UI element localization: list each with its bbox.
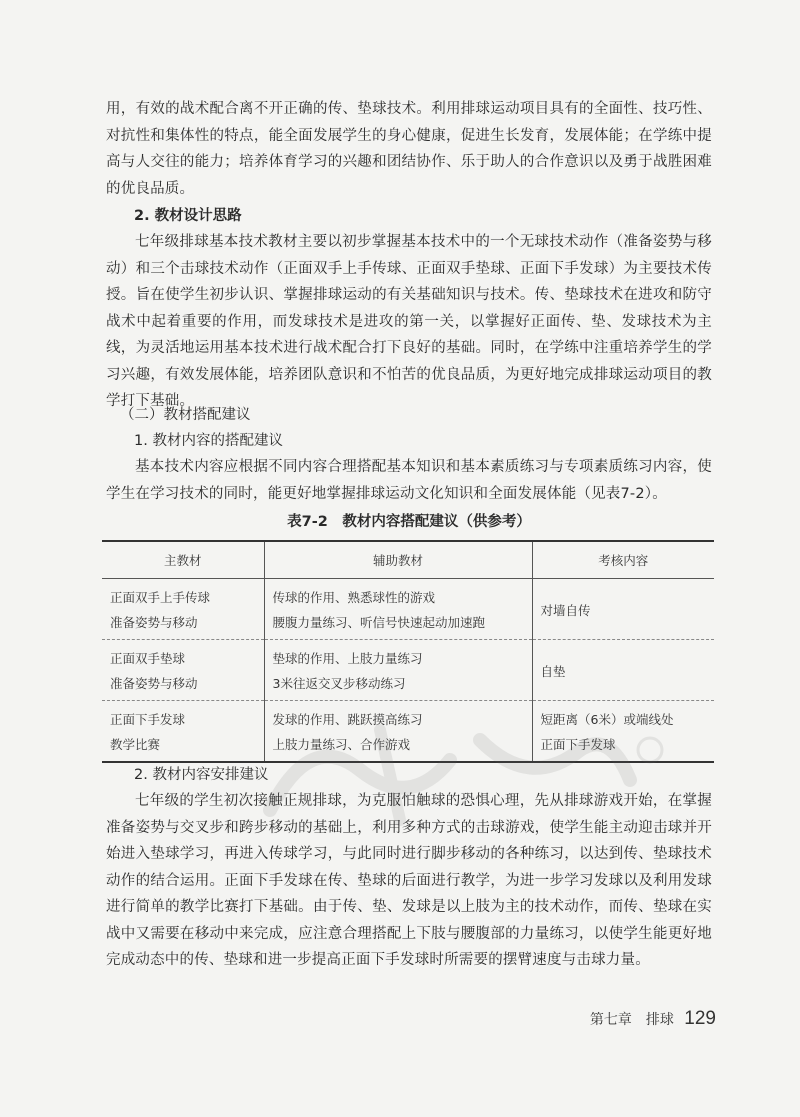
heading-design-approach: 2. 教材设计思路 [134, 208, 242, 224]
header-auxiliary-material: 辅助教材 [264, 541, 532, 579]
cell-line: 对墙自传 [540, 602, 591, 618]
paragraph-intro-continued: 用，有效的战术配合离不开正确的传、垫球技术。利用排球运动项目具有的全面性、技巧性、对抗性和集体性的特点，能全面发展学生的身心健康，促进生长发育，发展体能；在学练中提高与人交往的能力；培养体育学习的兴趣和团结协作、乐于助人的合作意识以及勇于战胜困难的优良品质。 [106, 101, 712, 197]
cell-line: 正面双手上手传球 [110, 590, 211, 605]
cell-line: 上肢力量练习、合作游戏 [272, 737, 411, 752]
header-assessment: 考核内容 [532, 541, 714, 579]
cell-assessment [532, 640, 714, 701]
table-row [102, 640, 714, 701]
cell-assessment [532, 579, 714, 640]
cell-line: 正面双手垫球 [110, 651, 186, 666]
cell-line: 准备姿势与移动 [110, 676, 198, 691]
paragraph-content-pairing: 基本技术内容应根据不同内容合理搭配基本知识和基本素质练习与专项素质练习内容，使学生在学习技术的同时，能更好地掌握排球运动文化知识和全面发展体能（见表7-2）。 [106, 459, 712, 502]
page-footer [590, 1008, 716, 1030]
cell-line: 正面下手发球 [110, 712, 186, 727]
cell-line: 教学比赛 [110, 737, 161, 752]
cell-auxiliary-material [264, 579, 532, 640]
cell-assessment [532, 701, 714, 763]
cell-auxiliary-material [264, 640, 532, 701]
cell-line: 短距离（6米）或端线处 [540, 712, 674, 727]
table-caption: 表7-2 教材内容搭配建议（供参考） [287, 514, 531, 530]
table-row [102, 579, 714, 640]
table-header-row [102, 541, 714, 579]
paragraph-arrangement: 七年级的学生初次接触正规排球，为克服怕触球的恐惧心理，先从排球游戏开始，在掌握准备姿势与交叉步和跨步移动的基础上，利用多种方式的击球游戏，使学生能主动迎击球并开始进入垫球学习，再进入传球学习，与此同时进行脚步移动的各种练习，以达到传、垫球技术动作的结合运用。正面下手发球在传、垫球的后面进行教学，为进一步学习发球以及利用发球进行简单的教学比赛打下基础。由于传、垫、发球是以上肢为主的技术动作，而传、垫球在实战中又需要在移动中来完成，应注意合理搭配上下肢与腰腹部的力量练习，以使学生能更好地完成动态中的传、垫球和进一步提高正面下手发球时所需要的摆臂速度与击球力量。 [106, 793, 712, 968]
table-row [102, 701, 714, 763]
cell-line: 发球的作用、跳跃摸高练习 [272, 712, 423, 727]
cell-line: 准备姿势与移动 [110, 615, 198, 630]
cell-main-material [102, 579, 264, 640]
cell-line: 腰腹力量练习、听信号快速起动加速跑 [272, 615, 486, 630]
cell-auxiliary-material [264, 701, 532, 763]
paragraph-design-approach: 七年级排球基本技术教材主要以初步掌握基本技术中的一个无球技术动作（准备姿势与移动）和三个击球技术动作（正面双手上手传球、正面双手垫球、正面下手发球）为主要技术传授。旨在使学生初步认识、掌握排球运动的有关基础知识与技术。传、垫球技术在进攻和防守战术中起着重要的作用，而发球技术是进攻的第一关，以掌握好正面传、垫、发球技术为主线，为灵活地运用基本技术进行战术配合打下良好的基础。同时，在学练中注重培养学生的学习兴趣，有效发展体能，培养团队意识和不怕苦的优良品质，为更好地完成排球运动项目的教学打下基础。 [106, 234, 712, 409]
chapter-title: 第七章 排球 [589, 1012, 674, 1028]
section-heading-material-pairing: （二）教材搭配建议 [120, 407, 251, 423]
cell-line: 3米往返交叉步移动练习 [272, 676, 406, 691]
material-pairing-table [102, 540, 714, 763]
cell-line: 传球的作用、熟悉球性的游戏 [272, 590, 436, 605]
heading-arrangement: 2. 教材内容安排建议 [134, 767, 269, 783]
page-number: 129 [684, 1008, 716, 1029]
heading-content-pairing: 1. 教材内容的搭配建议 [134, 433, 283, 449]
cell-main-material [102, 640, 264, 701]
cell-line: 正面下手发球 [540, 737, 616, 752]
cell-line: 自垫 [540, 663, 566, 679]
cell-line: 垫球的作用、上肢力量练习 [272, 651, 423, 666]
cell-main-material [102, 701, 264, 763]
header-main-material: 主教材 [102, 541, 264, 579]
